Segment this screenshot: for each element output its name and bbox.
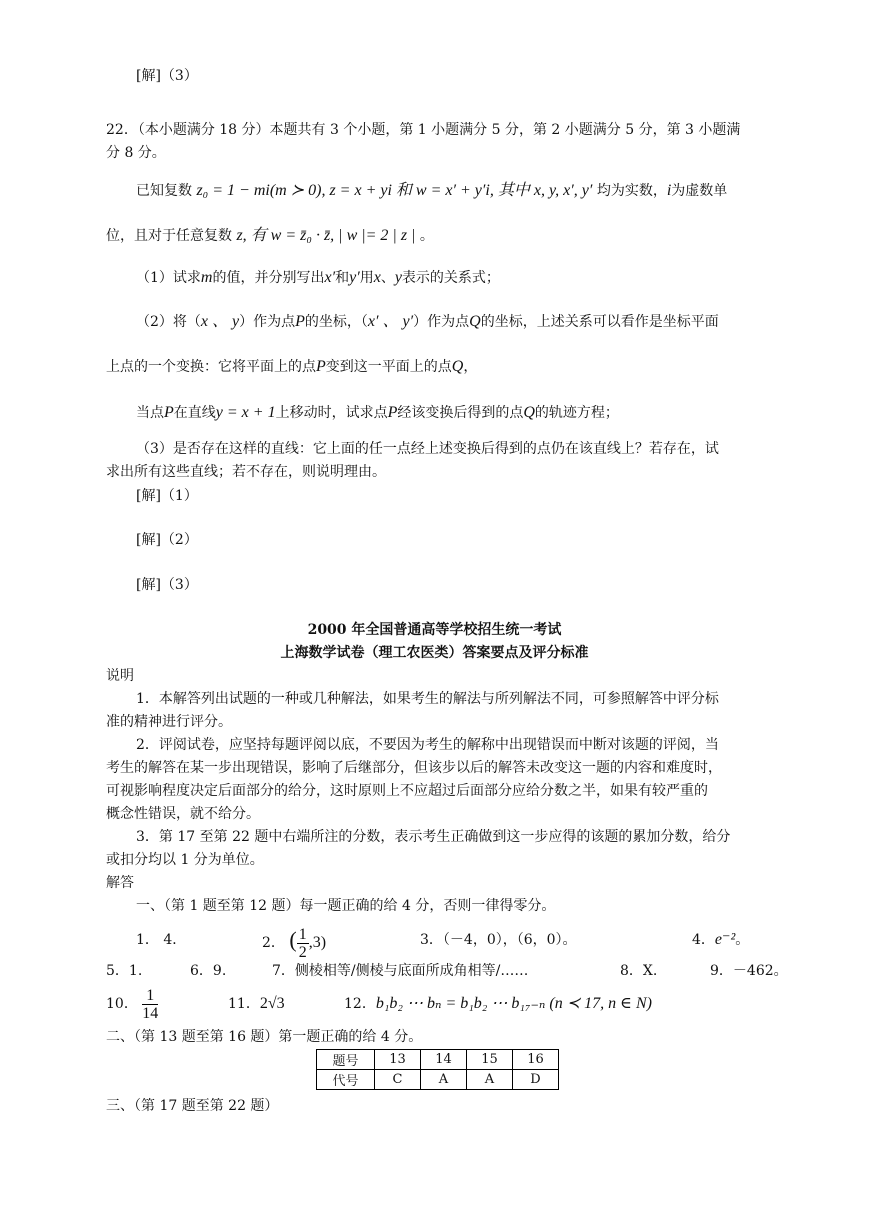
table-head-cell: 题号 bbox=[317, 1050, 375, 1070]
p2c-P: P bbox=[164, 404, 174, 421]
answer-2-fraction bbox=[297, 926, 309, 961]
line2-equation: z, 有 w = z̄₀ · z̄, | w |= 2 | z | bbox=[236, 227, 416, 244]
p2c-equation: y = x + 1 bbox=[215, 404, 276, 421]
p2c-text-e: 的轨迹方程； bbox=[534, 405, 619, 421]
table-head-cell: 代号 bbox=[317, 1070, 375, 1090]
note2-line2: 考生的解答在某一步出现错误，影响了后继部分，但该步以后的解答未改变这一题的内容和难度时， bbox=[106, 760, 722, 776]
answer-1: 1． 4． bbox=[136, 932, 187, 948]
section2-heading: 二、（第 13 题至第 16 题）第一题正确的给 4 分。 bbox=[106, 1029, 423, 1045]
q22-part2-line3 bbox=[136, 403, 619, 423]
p2-text-a: （2）将（ bbox=[136, 314, 201, 330]
q22-part2-line1 bbox=[136, 312, 719, 332]
answer-2-denominator: 2 bbox=[298, 943, 307, 961]
note2-line3: 可视影响程度决定后面部分的给分，这时原则上不应超过后面部分应给分数之半，如果有较严重的 bbox=[106, 783, 708, 799]
given-prefix: 已知复数 bbox=[136, 183, 192, 199]
p1-yprime: y′ bbox=[349, 269, 360, 286]
table-cell: A bbox=[421, 1070, 467, 1090]
section3-heading: 三、（第 17 题至第 22 题） bbox=[106, 1098, 279, 1114]
p2c-Q: Q bbox=[523, 404, 535, 421]
answer-11-label: 11． bbox=[228, 996, 260, 1012]
q22-given-line2 bbox=[106, 226, 434, 246]
answer-2-open-paren: ( bbox=[289, 927, 297, 952]
solution-3-label-top: [解]（3） bbox=[136, 68, 198, 84]
p1-text-f: 表示的关系式； bbox=[401, 270, 500, 286]
p2-xy: x 、 y bbox=[200, 313, 240, 330]
answer-4-end: 。 bbox=[735, 932, 750, 948]
note1-line2: 准的精神进行评分。 bbox=[106, 714, 232, 730]
answer-3: 3．（－4，0），（6，0）。 bbox=[420, 932, 577, 948]
table-cell: 15 bbox=[467, 1050, 513, 1070]
answer-12 bbox=[344, 994, 652, 1014]
table-row bbox=[317, 1050, 559, 1070]
answer-title-2: 上海数学试卷（理工农医类）答案要点及评分标准 bbox=[280, 645, 589, 661]
given-equation: z₀ = 1 − mi(m ≻ 0), z = x + yi 和 w = x′ + y′i, 其中 x, y, x′, y′ bbox=[196, 182, 593, 199]
note1-line1: 1．本解答列出试题的一种或几种解法，如果考生的解法与所列解法不同，可参照解答中评分标 bbox=[136, 691, 719, 707]
q22-part3-line2: 求出所有这些直线；若不存在，则说明理由。 bbox=[106, 464, 386, 480]
table-cell: 16 bbox=[513, 1050, 559, 1070]
table-row bbox=[317, 1070, 559, 1090]
table-cell: 13 bbox=[375, 1050, 421, 1070]
answer-table bbox=[316, 1049, 559, 1090]
answer-10-numerator: 1 bbox=[142, 987, 158, 1005]
p1-text-b: 的值，并分别写出 bbox=[212, 270, 325, 286]
p1-text-d: 用 bbox=[359, 270, 374, 286]
p1-text-c: 和 bbox=[335, 270, 350, 286]
answer-4-math: e⁻² bbox=[714, 931, 736, 948]
note2-line1: 2．评阅试卷，应坚持每题评阅以底，不要因为考生的解称中出现错误而中断对该题的评阅，当 bbox=[136, 737, 719, 753]
answer-2 bbox=[262, 918, 326, 965]
p1-x: x bbox=[373, 269, 381, 286]
p2-text-b: ）作为点 bbox=[239, 314, 296, 330]
p2c-text-c: 上移动时，试求点 bbox=[275, 405, 388, 421]
p2c-text-d: 经该变换后得到的点 bbox=[397, 405, 524, 421]
p2-text-d: ）作为点 bbox=[413, 314, 470, 330]
answer-10-denominator: 14 bbox=[142, 1004, 159, 1022]
line2-prefix: 位，且对于任意复数 bbox=[106, 228, 232, 244]
answer-title-1: 2000 年全国普通高等学校招生统一考试 bbox=[307, 622, 562, 638]
p2-text-e: 的坐标，上述关系可以看作是坐标平面 bbox=[480, 314, 719, 330]
jieda-heading: 解答 bbox=[106, 875, 134, 891]
table-cell: D bbox=[513, 1070, 559, 1090]
p2c-P2: P bbox=[387, 404, 398, 421]
solution-3-label: [解]（3） bbox=[136, 577, 198, 593]
table-cell: 14 bbox=[421, 1050, 467, 1070]
answer-7: 7．侧棱相等/侧棱与底面所成角相等/…… bbox=[272, 963, 529, 979]
answer-2-numerator: 1 bbox=[298, 925, 307, 943]
q22-given-line1 bbox=[136, 181, 727, 201]
p1-m: m bbox=[200, 269, 213, 286]
p2-xyprime: x′ 、 y′ bbox=[367, 313, 414, 330]
answer-12-math: b₁b₂ ⋯ bₙ = b₁b₂ ⋯ b₁₇₋ₙ (n ≺ 17, n ∈ N) bbox=[375, 995, 652, 1012]
p2b-Q: Q bbox=[451, 358, 464, 375]
answer-4-label: 4． bbox=[692, 932, 715, 948]
answer-8: 8．X. bbox=[620, 963, 658, 979]
p1-y: y bbox=[394, 269, 402, 286]
answer-12-label: 12． bbox=[344, 996, 376, 1012]
answer-11-math: 2√3 bbox=[259, 995, 285, 1012]
table-cell: A bbox=[467, 1070, 513, 1090]
q22-part3-line1: （3）是否存在这样的直线：它上面的任一点经上述变换后得到的点仍在该直线上？若存在，试 bbox=[136, 441, 719, 457]
given-i: i bbox=[666, 182, 672, 199]
p2-text-c: 的坐标，（ bbox=[304, 314, 368, 330]
p2c-text-b: 在直线 bbox=[173, 405, 216, 421]
solution-2-label: [解]（2） bbox=[136, 532, 198, 548]
p2-P: P bbox=[295, 313, 305, 330]
answer-10-fraction bbox=[142, 987, 158, 1022]
table-cell: C bbox=[375, 1070, 421, 1090]
solution-1-label: [解]（1） bbox=[136, 488, 198, 504]
q22-header-line1: 22．（本小题满分 18 分）本题共有 3 个小题，第 1 小题满分 5 分，第 2 小题满分 5 分，第 3 小题满 bbox=[106, 122, 741, 138]
answer-2-label: 2． bbox=[262, 935, 285, 951]
answer-5: 5．1. bbox=[106, 963, 143, 979]
note3-line2: 或扣分均以 1 分为单位。 bbox=[106, 852, 264, 868]
p2b-text-c: ， bbox=[463, 359, 478, 375]
answer-6: 6．9. bbox=[190, 963, 227, 979]
answer-11 bbox=[228, 994, 285, 1014]
p2b-P: P bbox=[316, 358, 326, 375]
given-suffix: 均为实数， bbox=[596, 183, 667, 199]
section1-heading: 一、（第 1 题至第 12 题）每一题正确的给 4 分，否则一律得零分。 bbox=[136, 898, 556, 914]
answer-9: 9．－462。 bbox=[710, 963, 788, 979]
given-end: 为虚数单 bbox=[671, 183, 728, 199]
answer-10 bbox=[106, 982, 158, 1026]
p2b-text-a: 上点的一个变换：它将平面上的点 bbox=[106, 359, 316, 375]
p2b-text-b: 变到这一平面上的点 bbox=[325, 359, 452, 375]
line2-end: 。 bbox=[419, 228, 434, 244]
p1-text-e: 、 bbox=[380, 270, 395, 286]
p2-Q: Q bbox=[469, 313, 481, 330]
q22-part2-line2 bbox=[106, 357, 477, 377]
answer-4 bbox=[692, 930, 749, 950]
p1-xprime: x′ bbox=[324, 269, 336, 286]
answer-10-label: 10． bbox=[106, 996, 138, 1012]
answer-2-rest: ,3) bbox=[308, 934, 327, 951]
q22-header-line2: 分 8 分。 bbox=[106, 145, 166, 161]
note3-line1: 3．第 17 至第 22 题中右端所注的分数，表示考生正确做到这一步应得的该题的累加分数，给分 bbox=[136, 829, 731, 845]
p1-text-a: （1）试求 bbox=[136, 270, 201, 286]
q22-part1 bbox=[136, 268, 500, 288]
note2-line4: 概念性错误，就不给分。 bbox=[106, 806, 260, 822]
shuoming-heading: 说明 bbox=[106, 668, 134, 684]
p2c-text-a: 当点 bbox=[136, 405, 164, 421]
